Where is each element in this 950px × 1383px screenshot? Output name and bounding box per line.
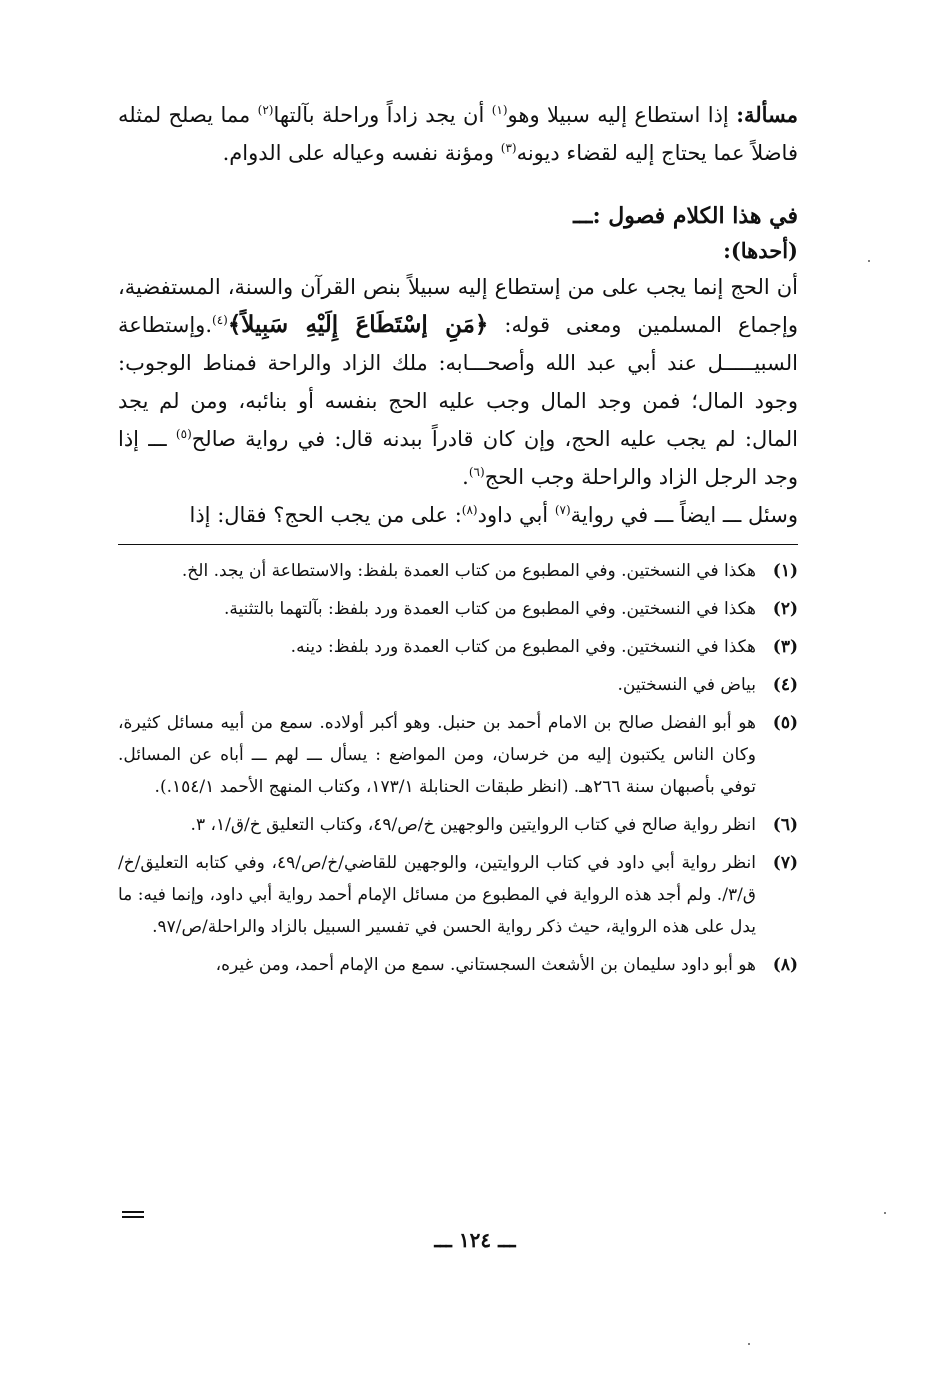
continuation-mark [122,1216,144,1218]
footnote-ref: (٦) [468,465,485,479]
masala-text: مما يصلح لمثله فاضلاً عما يحتاج إليه لقضاء ديونه [118,103,798,165]
paragraph-text: . [462,465,469,489]
footnote-text: هو أبو الفضل صالح بن الامام أحمد بن حنبل. وهو أكبر أولاده. سمع من أبيه مسائل كثيرة، وكان الناس يكتبون إليه من خرسان، ومن المواضع : يسأل ـــ لهم ـــ أباه عن المسائل. توفي بأصبهان سنة ٢٦٦هـ. (انظر طبقات الحنابلة ١٧٣/١، وكتاب المنهج الأحمد ١٥٤/١.). [118,713,756,797]
scan-speck [884,1212,886,1214]
masala-label: مسألة: [736,102,798,127]
footnote-number: (٢) [772,599,798,619]
footnote-text: هكذا في النسختين. وفي المطبوع من كتاب العمدة بلفظ: والاستطاعة أن يجد. الخ. [181,561,756,581]
footnote-ref: (٤) [212,313,228,327]
scan-speck [868,260,870,262]
footnote [118,555,798,587]
footnote [118,847,798,943]
body-paragraph [118,268,798,496]
footnote-divider [118,544,798,545]
footnote [118,669,798,701]
page-number: ـــ ١٢٤ ـــ [434,1228,516,1252]
paragraph-text: وسئل ـــ ايضاً ـــ في رواية [570,503,798,527]
footnote-number: (٧) [772,853,798,873]
section-heading: في هذا الكلام فصول :ـــ [573,203,798,229]
masala-text: ومؤنة نفسه وعياله على الدوام. [222,141,495,165]
paragraph-text: ـــ إذا وجد الرجل الزاد والراحلة وجب الحج [118,427,798,489]
footnote-ref: (٨) [461,503,478,517]
footnote-number: (١) [772,561,798,581]
continuation-mark [122,1211,144,1213]
footnote [118,593,798,625]
footnote-number: (٨) [772,955,798,975]
masala-paragraph [118,96,798,172]
footnote-text: هو أبو داود سليمان بن الأشعث السجستاني. سمع من الإمام أحمد، ومن غيره، [215,955,756,975]
body-paragraph [118,496,798,534]
scan-speck [748,1343,750,1345]
footnotes [118,555,798,981]
paragraph-text: أن الحج إنما يجب على من إستطاع إليه سبيلاً بنص القرآن والسنة، المستفضية، وإجماع المسلمين ومعنى قوله: [118,275,798,337]
masala-text: إذا استطاع إليه سبيلا وهو [507,103,729,127]
footnote-text: هكذا في النسختين. وفي المطبوع من كتاب العمدة ورد بلفظ: بآلتهما بالتثنية. [224,599,756,619]
footnote-ref: (٥) [175,427,192,441]
footnote-text: انظر رواية صالح في كتاب الروايتين والوجهين خ/ص/٤٩، وكتاب التعليق خ/ق/١، ٣. [190,815,756,835]
footnote-number: (٤) [772,675,798,695]
footnote-ref: (٧) [554,503,571,517]
footnote-text: هكذا في النسختين. وفي المطبوع من كتاب العمدة ورد بلفظ: دينه. [290,637,756,657]
footnote-number: (٥) [772,713,798,733]
footnote-ref: (٢) [257,103,274,117]
footnote [118,631,798,663]
footnote [118,707,798,803]
footnote-text: انظر رواية أبي داود في كتاب الروايتين، والوجهين للقاضي/خ/ص/٤٩، وفي كتابه التعليق/خ/ق/٣/. ولم أجد هذه الرواية في المطبوع من مسائل الإمام أحمد رواية أبي داود، وإنما فيه: ما يدل على هذه الرواية، حيث ذكر رواية الحسن في تفسير السبيل بالزاد والراحلة/ص/٩٧. [118,853,756,937]
paragraph-text: .وإستطاعة السبيـــــل عند أبي عبد الله وأصحـــابه: ملك الزاد والراحة فمناط الوجوب: وجود المال؛ فمن وجد المال وجب عليه الحج بنفسه أو بنائبه، ومن لم يجد المال: لم يجب عليه الحج، وإن كان قادراً ببدنه قال: في رواية صالح [118,313,798,451]
section-subheading: (أحدها): [723,238,798,263]
footnote [118,809,798,841]
footnote-text: بياض في النسختين. [617,675,756,695]
paragraph-text: أبي داود [477,503,549,527]
paragraph-text: : على من يجب الحج؟ فقال: إذا [189,503,462,527]
footnote [118,949,798,981]
footnote-number: (٣) [772,637,798,657]
footnote-ref: (١) [491,103,508,117]
quran-quote: ﴿مَنِ إسْتَطَاعَ إِلَيْهِ سَبِيلاً﴾ [227,311,489,338]
footnote-number: (٦) [772,815,798,835]
footnote-ref: (٣) [500,141,517,155]
masala-text: أن يجد زاداً وراحلة بآلتها [273,103,485,127]
page-body [118,96,798,987]
